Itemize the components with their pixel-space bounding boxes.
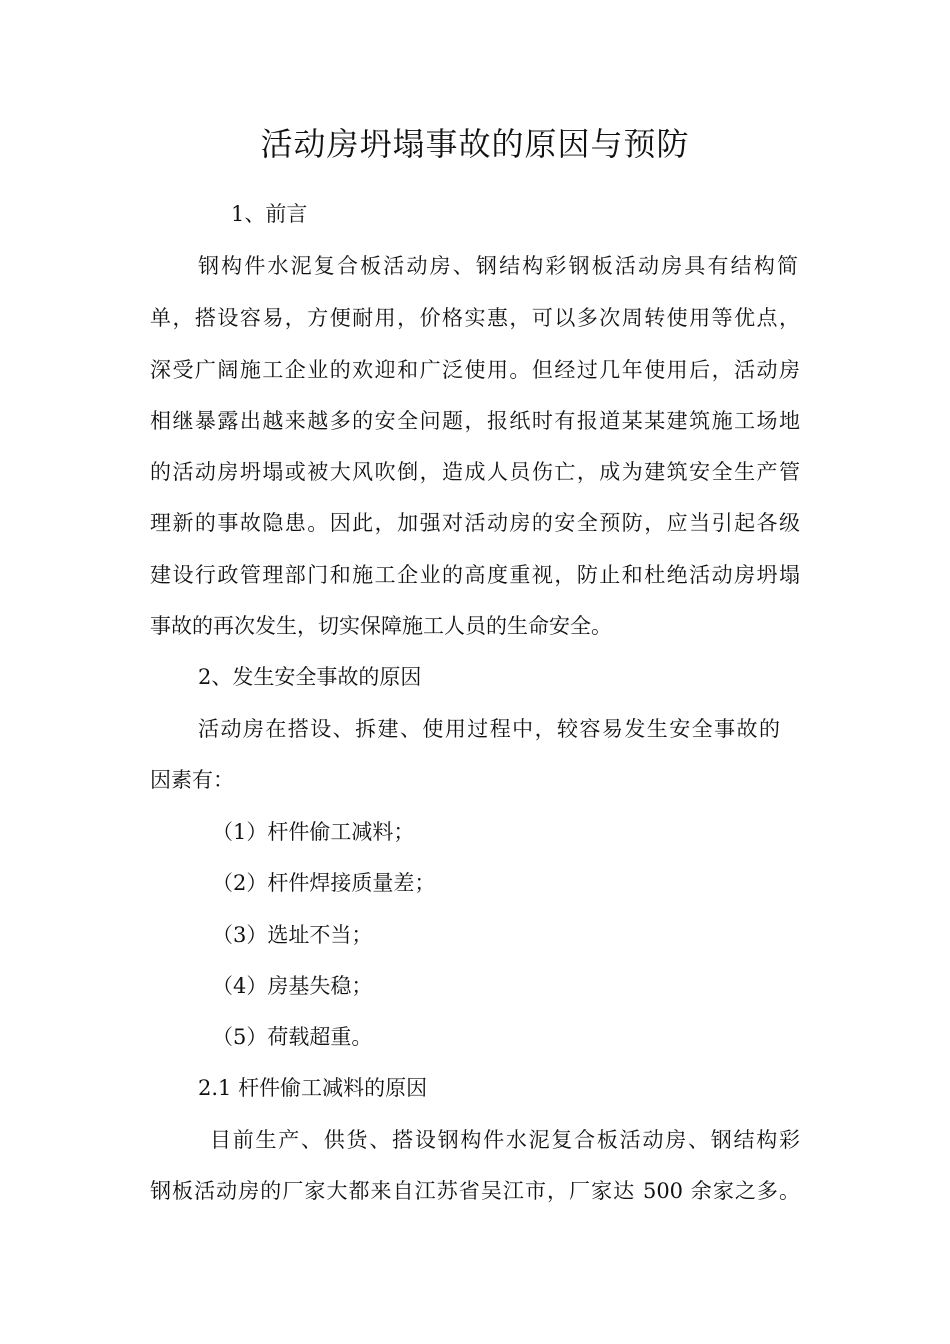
paragraph-line: 钢构件水泥复合板活动房、钢结构彩钢板活动房具有结构简	[198, 254, 798, 278]
list-item: （1）杆件偷工减料；	[212, 820, 415, 844]
section-heading-causes: 2、发生安全事故的原因	[198, 665, 422, 689]
document-title: 活动房坍塌事故的原因与预防	[260, 125, 690, 163]
list-item: （2）杆件焊接质量差；	[212, 871, 436, 895]
paragraph-line: 的活动房坍塌或被大风吹倒，造成人员伤亡，成为建筑安全生产管	[150, 460, 800, 484]
paragraph-line: 活动房在搭设、拆建、使用过程中，较容易发生安全事故的	[198, 717, 780, 741]
list-item: （3）选址不当；	[212, 923, 373, 947]
section-heading-preface: 1、前言	[231, 202, 308, 226]
list-item: （4）房基失稳；	[212, 974, 373, 998]
paragraph-line: 相继暴露出越来越多的安全问题，报纸时有报道某某建筑施工场地	[150, 409, 800, 433]
paragraph-line: 深受广阔施工企业的欢迎和广泛使用。但经过几年使用后，活动房	[150, 358, 800, 382]
paragraph-line: 因素有：	[150, 768, 234, 792]
paragraph-line: 理新的事故隐患。因此，加强对活动房的安全预防，应当引起各级	[150, 511, 800, 535]
paragraph-line: 建设行政管理部门和施工企业的高度重视，防止和杜绝活动房坍塌	[150, 563, 800, 587]
list-item: （5）荷载超重。	[212, 1025, 373, 1049]
paragraph-line: 目前生产、供货、搭设钢构件水泥复合板活动房、钢结构彩	[210, 1128, 800, 1152]
paragraph-line: 钢板活动房的厂家大都来自江苏省吴江市，厂家达 500 余家之多。	[150, 1179, 800, 1203]
section-heading-cutting-corners: 2.1 杆件偷工减料的原因	[198, 1076, 428, 1100]
paragraph-line: 事故的再次发生，切实保障施工人员的生命安全。	[150, 614, 612, 638]
paragraph-line: 单，搭设容易，方便耐用，价格实惠，可以多次周转使用等优点，	[150, 306, 800, 330]
